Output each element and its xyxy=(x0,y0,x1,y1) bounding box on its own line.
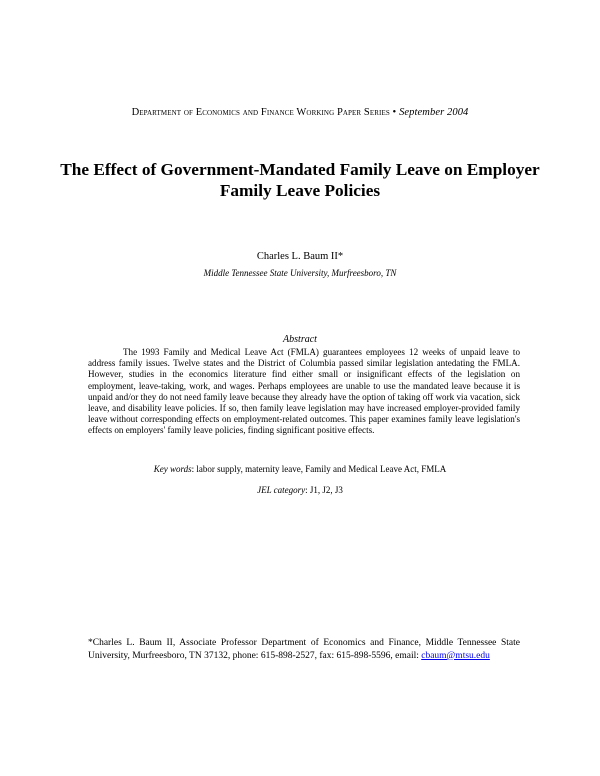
abstract-text: The 1993 Family and Medical Leave Act (FMLA) guarantees employees 12 weeks of unpaid leave to address family issues. Twelve states and the District of Columbia passed similar legislation antedating the FMLA. However, studies in the economics literature find either small or insignificant effects of the legislation on employment, leave-taking, work, and wages. Perhaps employees are unable to use the mandated leave because it is unpaid and/or they do not need family leave because they already have the option of taking off work via vacation, sick leave, and disability leave policies. If so, then family leave legislation may have increased employer-provided family leave without corresponding effects on employment-related outcomes. This paper examines family leave legislation's effects on employers' family leave policies, finding significant positive effects. xyxy=(88,347,520,436)
author-affiliation: Middle Tennessee State University, Murfreesboro, TN xyxy=(203,268,397,278)
jel-text: : J1, J2, J3 xyxy=(305,485,343,495)
abstract-heading: Abstract xyxy=(283,334,317,345)
author-name: Charles L. Baum II* xyxy=(256,251,344,262)
keywords-text: : labor supply, maternity leave, Family and Medical Leave Act, FMLA xyxy=(191,464,447,474)
jel-line xyxy=(0,485,600,495)
header-separator: • xyxy=(392,107,397,118)
author-email-link[interactable]: cbaum@mtsu.edu xyxy=(421,650,490,661)
keywords-line xyxy=(0,464,600,474)
working-paper-series-header xyxy=(0,107,600,118)
footnote-text: *Charles L. Baum II, Associate Professor Department of Economics and Finance, Middle Tennessee State University, Murfreesboro, TN 37132, phone: 615-898-2527, fax: 615-898-5596, email: xyxy=(88,638,520,661)
series-date: September 2004 xyxy=(399,107,469,118)
series-name: Department of Economics and Finance Working Paper Series xyxy=(131,107,390,118)
jel-label: JEL category xyxy=(257,485,306,495)
keywords-label: Key words xyxy=(153,464,192,474)
paper-title: The Effect of Government-Mandated Family Leave on Employer Family Leave Policies xyxy=(60,160,540,200)
author-footnote xyxy=(88,637,520,662)
